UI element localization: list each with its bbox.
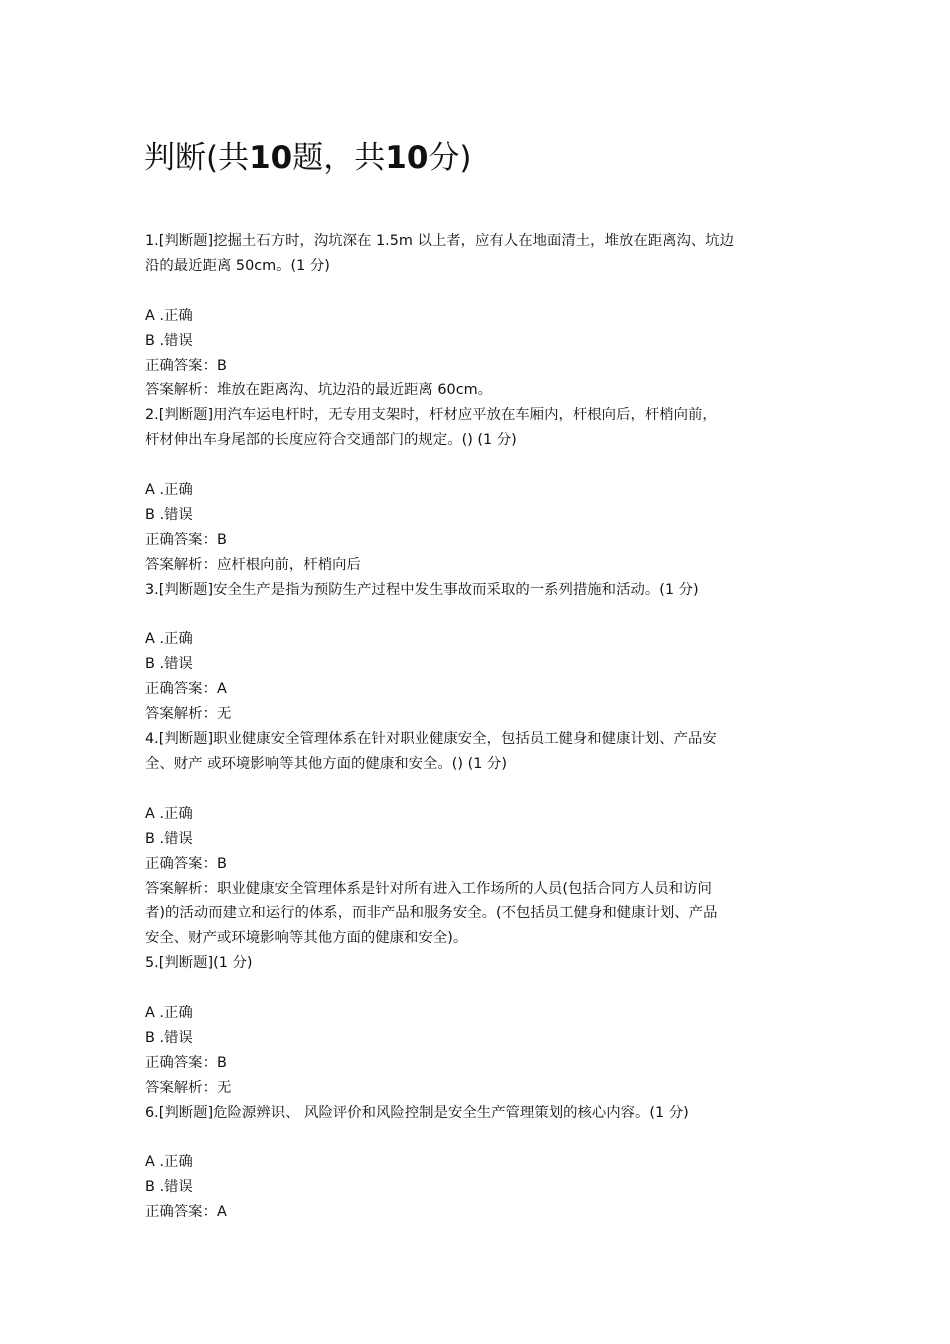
question-stem: 沿的最近距离 50cm。(1 分) bbox=[145, 257, 330, 274]
answer-analysis: 答案解析：堆放在距离沟、坑边沿的最近距离 60cm。 bbox=[145, 382, 493, 399]
spacer bbox=[145, 976, 810, 1001]
page-title bbox=[144, 136, 472, 180]
question-stem: 全、财产 或环境影响等其他方面的健康和安全。() (1 分) bbox=[145, 755, 507, 772]
answer-analysis: 者)的活动而建立和运行的体系，而非产品和服务安全。(不包括员工健身和健康计划、产品 bbox=[145, 905, 718, 922]
spacer bbox=[145, 777, 810, 802]
question-stem: 5.[判断题](1 分) bbox=[145, 955, 253, 972]
option-b: B .错误 bbox=[145, 1029, 193, 1046]
spacer bbox=[145, 603, 810, 628]
option-a: A .正确 bbox=[145, 482, 193, 499]
question-block bbox=[145, 1101, 810, 1226]
option-a: A .正确 bbox=[145, 631, 193, 648]
title-prefix: 判断(共 bbox=[144, 140, 250, 176]
question-block bbox=[145, 403, 810, 577]
question-block bbox=[145, 229, 810, 403]
option-a: A .正确 bbox=[145, 1005, 193, 1022]
spacer bbox=[145, 453, 810, 478]
question-stem: 2.[判断题]用汽车运电杆时，无专用支架时，杆材应平放在车厢内，杆根向后，杆梢向前， bbox=[145, 407, 717, 424]
answer-analysis: 安全、财产或环境影响等其他方面的健康和安全)。 bbox=[145, 930, 468, 947]
answer-analysis: 答案解析：应杆根向前，杆梢向后 bbox=[145, 556, 361, 573]
answer-analysis: 答案解析：无 bbox=[145, 706, 232, 723]
title-question-count: 10 bbox=[249, 140, 293, 176]
option-b: B .错误 bbox=[145, 656, 193, 673]
correct-answer: 正确答案：A bbox=[145, 681, 227, 698]
question-stem: 6.[判断题]危险源辨识、 风险评价和风险控制是安全生产管理策划的核心内容。(1 分) bbox=[145, 1104, 689, 1121]
question-block bbox=[145, 578, 810, 727]
question-stem: 3.[判断题]安全生产是指为预防生产过程中发生事故而采取的一系列措施和活动。(1 分) bbox=[145, 581, 699, 598]
title-middle: 题，共 bbox=[292, 140, 386, 176]
correct-answer: 正确答案：B bbox=[145, 531, 227, 548]
question-block bbox=[145, 951, 810, 1100]
answer-analysis: 答案解析：无 bbox=[145, 1079, 232, 1096]
question-stem: 杆材伸出车身尾部的长度应符合交通部门的规定。() (1 分) bbox=[145, 432, 517, 449]
correct-answer: 正确答案：B bbox=[145, 357, 227, 374]
option-a: A .正确 bbox=[145, 1154, 193, 1171]
title-total-score: 10 bbox=[385, 140, 429, 176]
option-b: B .错误 bbox=[145, 332, 193, 349]
question-block bbox=[145, 727, 810, 951]
option-a: A .正确 bbox=[145, 805, 193, 822]
spacer bbox=[145, 1126, 810, 1151]
option-b: B .错误 bbox=[145, 1179, 193, 1196]
correct-answer: 正确答案：B bbox=[145, 1054, 227, 1071]
question-list bbox=[145, 229, 810, 1225]
question-stem: 1.[判断题]挖掘土石方时，沟坑深在 1.5m 以上者，应有人在地面清土，堆放在距离沟、坑边 bbox=[145, 233, 735, 249]
option-a: A .正确 bbox=[145, 307, 193, 324]
answer-analysis: 答案解析：职业健康安全管理体系是针对所有进入工作场所的人员(包括合同方人员和访问 bbox=[145, 880, 712, 897]
option-b: B .错误 bbox=[145, 506, 193, 523]
spacer bbox=[145, 279, 810, 304]
correct-answer: 正确答案：B bbox=[145, 855, 227, 872]
question-stem: 4.[判断题]职业健康安全管理体系在针对职业健康安全，包括员工健身和健康计划、产品安 bbox=[145, 731, 717, 748]
correct-answer: 正确答案：A bbox=[145, 1204, 227, 1221]
title-suffix: 分) bbox=[428, 140, 472, 176]
option-b: B .错误 bbox=[145, 830, 193, 847]
